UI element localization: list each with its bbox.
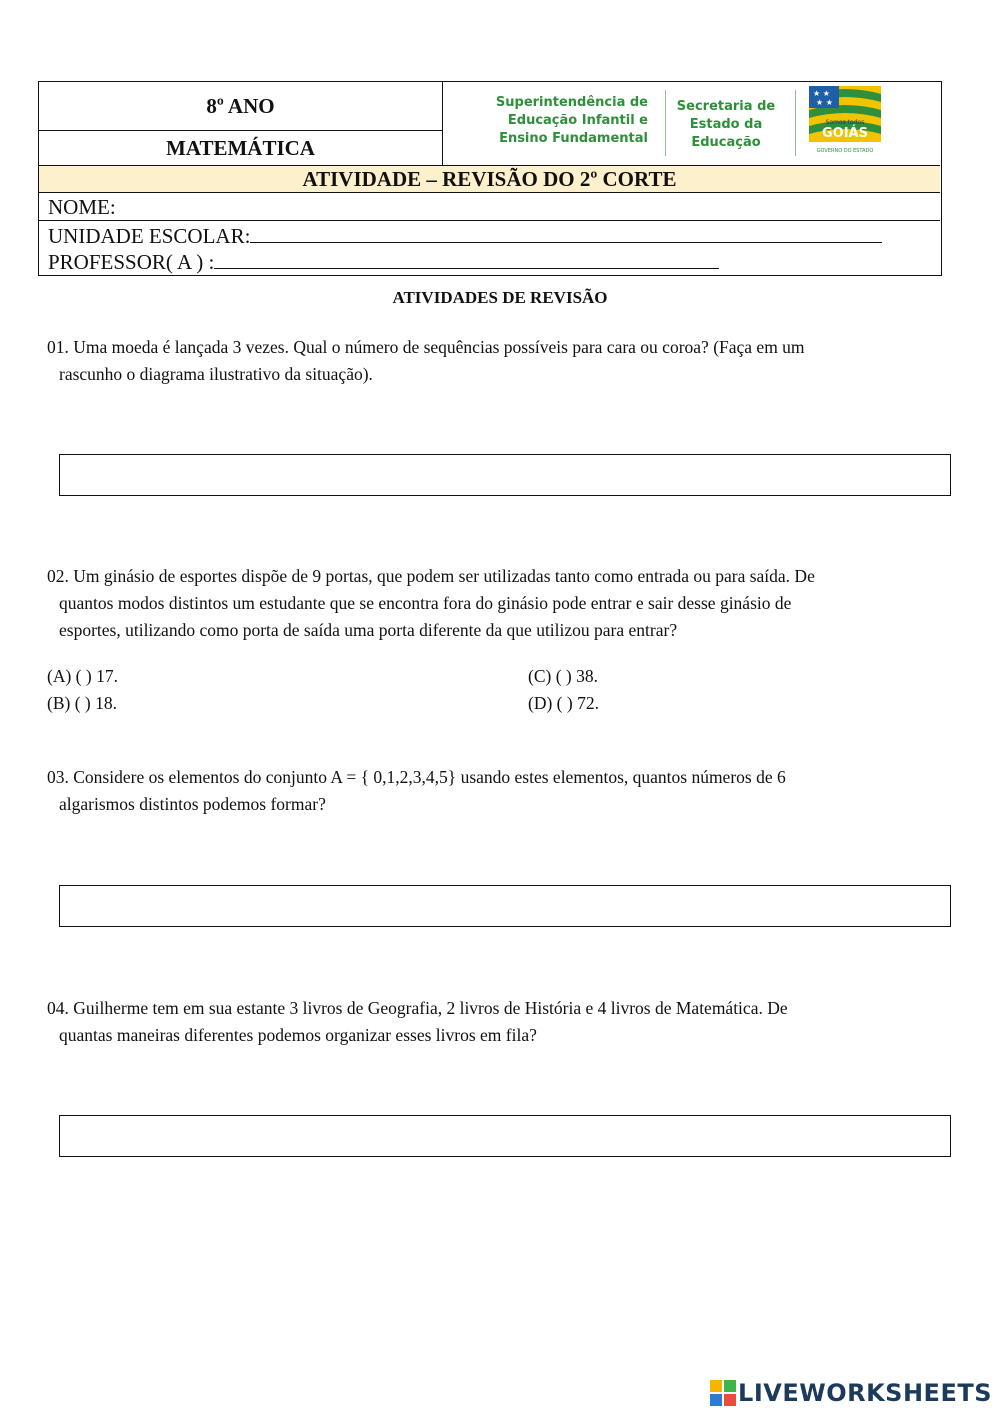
liveworksheets-text: LIVEWORKSHEETS xyxy=(738,1379,992,1407)
question-3 xyxy=(47,764,939,818)
logo-line: Superintendência de xyxy=(495,95,648,110)
goias-tagline: Somos todos xyxy=(825,119,865,126)
secretaria-logo xyxy=(671,98,781,152)
option-b[interactable]: (B) ( ) 18. xyxy=(47,693,117,713)
option-a[interactable]: (A) ( ) 17. xyxy=(47,666,118,686)
question-text: 03. Considere os elementos do conjunto A = { 0,1,2,3,4,5} usando estes elementos, quantos números de 6 xyxy=(47,767,786,787)
logo-line: Estado da xyxy=(689,117,763,132)
question-text: algarismos distintos podemos formar? xyxy=(59,794,326,814)
nome-label: NOME: xyxy=(48,195,116,219)
answer-box-3[interactable] xyxy=(59,885,951,927)
header-table xyxy=(38,81,942,276)
question-text: quantos modos distintos um estudante que se encontra fora do ginásio pode entrar e sair desse ginásio de xyxy=(59,593,792,613)
answer-box-4[interactable] xyxy=(59,1115,951,1157)
grade-cell: 8º ANO xyxy=(39,82,443,131)
option-c[interactable]: (C) ( ) 38. xyxy=(528,666,598,686)
professor-field[interactable] xyxy=(39,248,940,276)
unidade-escolar-field[interactable] xyxy=(39,221,940,249)
section-title: ATIVIDADES DE REVISÃO xyxy=(392,288,608,307)
question-text: esportes, utilizando como porta de saída uma porta diferente da que utilizou para entrar? xyxy=(59,620,678,640)
liveworksheets-logo-icon xyxy=(710,1380,736,1406)
option-d[interactable]: (D) ( ) 72. xyxy=(528,693,599,713)
question-text: 01. Uma moeda é lançada 3 vezes. Qual o número de sequências possíveis para cara ou coroa? (Faça em um xyxy=(47,337,805,357)
superintendencia-logo xyxy=(483,94,648,148)
question-text: 02. Um ginásio de esportes dispõe de 9 portas, que podem ser utilizadas tanto como entrada ou para saída. De xyxy=(47,566,815,586)
activity-title: ATIVIDADE – REVISÃO DO 2º CORTE xyxy=(39,165,940,193)
unidade-underline xyxy=(250,224,882,243)
question-text: rascunho o diagrama ilustrativo da situação). xyxy=(59,364,373,384)
question-1 xyxy=(47,334,939,388)
professor-underline xyxy=(214,250,719,269)
liveworksheets-brand xyxy=(710,1378,992,1408)
question-4 xyxy=(47,995,939,1049)
logo-line: Secretaria de xyxy=(676,99,776,114)
logo-line: Educação Infantil e xyxy=(507,113,648,128)
logo-divider xyxy=(795,90,796,156)
logos-cell xyxy=(443,82,940,165)
answer-box-1[interactable] xyxy=(59,454,951,496)
logo-line: Ensino Fundamental xyxy=(499,131,648,146)
svg-text:★ ★: ★ ★ xyxy=(813,89,830,98)
professor-label: PROFESSOR( A ) : xyxy=(48,250,215,274)
svg-text:★ ★: ★ ★ xyxy=(816,98,833,107)
question-2 xyxy=(47,563,939,644)
nome-field[interactable] xyxy=(39,193,940,221)
goias-sub: GOVERNO DO ESTADO xyxy=(816,148,874,154)
subject-cell: MATEMÁTICA xyxy=(39,131,443,165)
goias-flag-logo xyxy=(809,86,881,158)
logo-line: Educação xyxy=(691,135,761,150)
question-text: quantas maneiras diferentes podemos organizar esses livros em fila? xyxy=(59,1025,537,1045)
unidade-label: UNIDADE ESCOLAR: xyxy=(48,224,251,248)
goias-name: GOIÁS xyxy=(822,126,868,141)
logo-divider xyxy=(665,90,666,156)
question-text: 04. Guilherme tem em sua estante 3 livros de Geografia, 2 livros de História e 4 livros de Matemática. De xyxy=(47,998,788,1018)
